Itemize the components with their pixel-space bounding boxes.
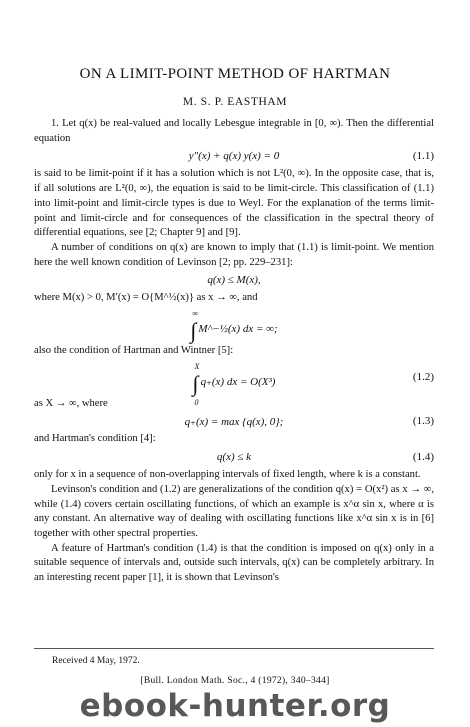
equation-expression: q(x) ≤ M(x),	[207, 274, 261, 287]
integral-upper-limit: ∞	[192, 309, 199, 319]
paper-body	[34, 117, 434, 586]
integral-sign: ∫ ∞	[190, 309, 199, 344]
paragraph-7: and Hartman's condition [4]:	[34, 433, 156, 445]
watermark-text: ebook-hunter.org	[79, 688, 391, 724]
paragraph-4: where M(x) > 0, M′(x) = O{M^½(x)} as x → ∞, and	[34, 292, 258, 304]
equation-number: (1.1)	[412, 150, 434, 163]
journal-citation: [Bull. London Math. Soc., 4 (1972), 340–344]	[140, 676, 330, 686]
paper-title: ON A LIMIT-POINT METHOD OF HARTMAN	[79, 66, 391, 82]
equation-number: (1.3)	[412, 415, 434, 428]
paragraph-9: Levinson's condition and (1.2) are generalizations of the condition q(x) = O(x²) as x → ∞, while (1.4) covers certain oscillating functions, of which an example is x^α sin x, where α is any constant. An alternative way of dealing with oscillating functions like x^α sin x is in [6] together with other spectral properties.	[34, 483, 434, 539]
equation-levinson	[34, 270, 434, 291]
integral-lower-limit: 0	[194, 397, 199, 407]
equation-expression: y″(x) + q(x) y(x) = 0	[188, 150, 280, 163]
paragraph-1: 1. Let q(x) be real-valued and locally Lebesgue integrable in [0, ∞). Then the differential equation	[34, 118, 434, 144]
paragraph-5: also the condition of Hartman and Wintner [5]:	[34, 345, 234, 357]
paragraph-6: as X → ∞, where	[34, 397, 108, 409]
paper-author: M. S. P. EASTHAM	[182, 96, 288, 108]
equation-number: (1.4)	[412, 451, 434, 464]
equation-integral-m	[34, 306, 434, 344]
paragraph-3: A number of conditions on q(x) are known to imply that (1.1) is limit-point. We mention here the well known condition of Levinson [2; pp. 229–231]:	[34, 241, 434, 268]
footnote-rule	[34, 648, 434, 649]
equation-1-3	[34, 411, 434, 432]
equation-number: (1.2)	[412, 370, 434, 383]
paragraph-8: only for x in a sequence of non-overlapping intervals of fixed length, where k is a constant.	[34, 469, 421, 481]
equation-expression: q₊(x) dx = O(X³)	[200, 375, 276, 388]
equation-expression: q₊(x) = max {q(x), 0};	[184, 416, 284, 429]
equation-expression: q(x) ≤ k	[216, 451, 252, 464]
paragraph-2: is said to be limit-point if it has a solution which is not L²(0, ∞). In the opposite case, that is, if all solutions are L²(0, ∞), the equation is said to be limit-circle. This classification of (1.1) into limit-point and limit-circle types is due to Weyl. For the explanation of the terms limit-point and limit-circle and for consequences of the classification in the spectral theory of differential equations, see [2; Chapter 9] and [9].	[34, 168, 434, 239]
equation-expression: M^−½(x) dx = ∞;	[198, 323, 278, 336]
paragraph-10: A feature of Hartman's condition (1.4) is that the condition is imposed on q(x) only in a suitable sequence of intervals and, outside such intervals, q(x) can be completely arbitrary. In an interesting recent paper [1], it is shown that Levinson's	[34, 542, 434, 584]
integral-sign: ∫ X 0	[192, 361, 200, 407]
equation-1-1	[34, 146, 434, 167]
integral-upper-limit: X	[194, 361, 200, 371]
received-date: Received 4 May, 1972.	[52, 656, 140, 666]
equation-1-4	[34, 447, 434, 468]
